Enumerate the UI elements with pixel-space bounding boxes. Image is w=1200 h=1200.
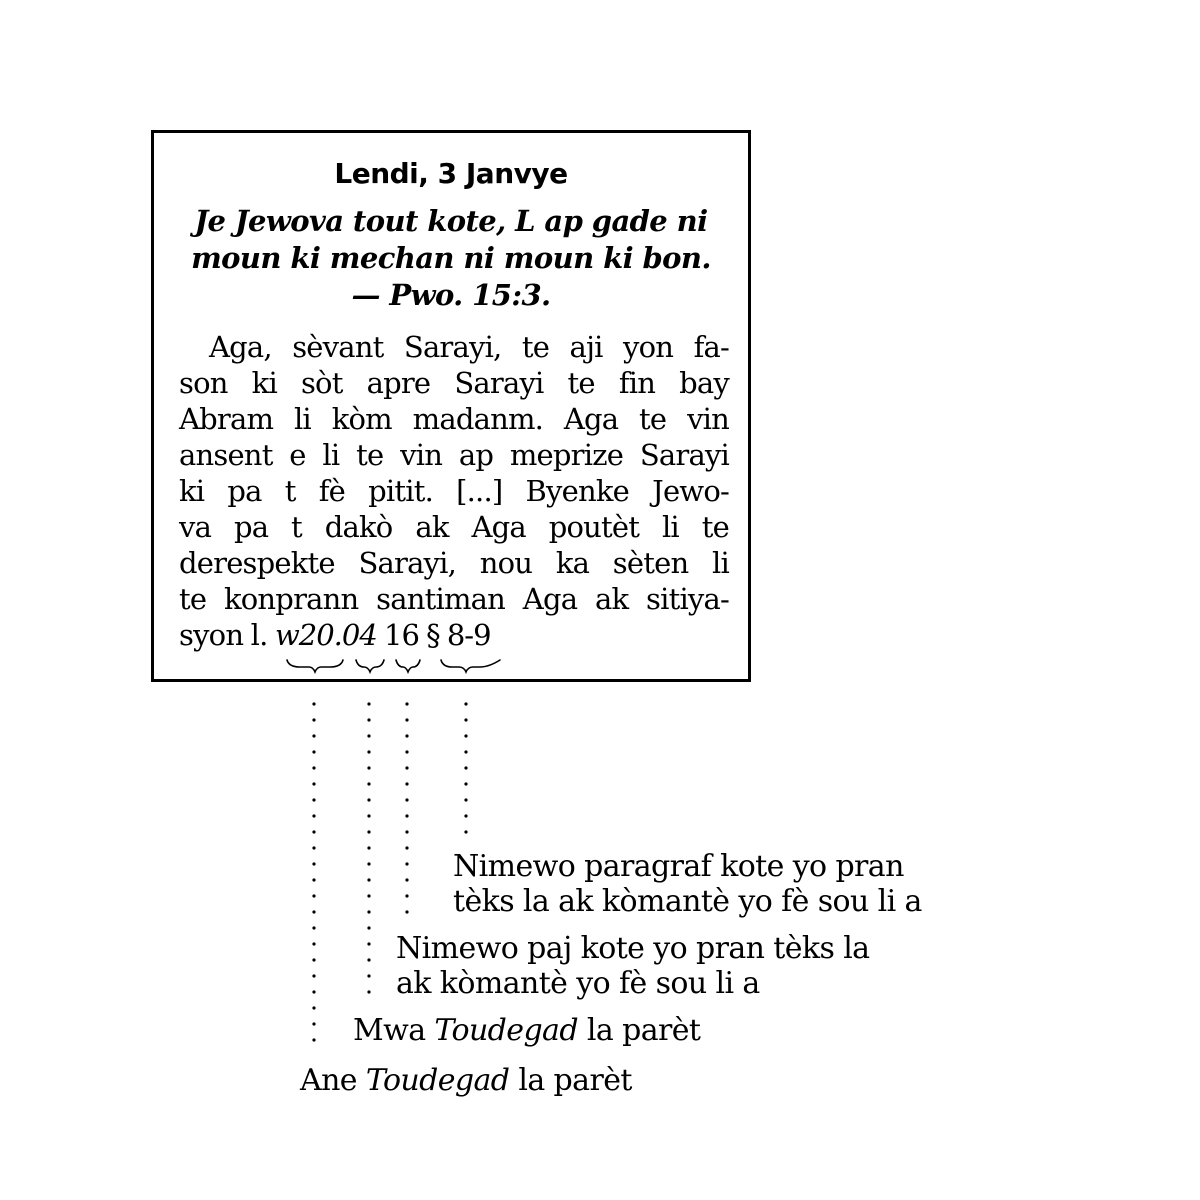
label-line: Nimewo paj kote yo pran tèks la — [396, 931, 870, 966]
date-heading: Lendi, 3 Janvye — [334, 157, 568, 190]
label-line: ak kòmantè yo fè sou li a — [396, 966, 760, 1001]
brace-month — [356, 660, 384, 672]
label-paragraph-number — [453, 849, 922, 919]
label-suffix: la parèt — [586, 1013, 701, 1048]
verse-line: Je Jewova tout kote, L ap gade ni — [194, 204, 708, 238]
body-line: ansent e li te vin ap meprize Sarayi — [179, 438, 729, 472]
label-suffix: la parèt — [518, 1063, 632, 1098]
label-line: Nimewo paragraf kote yo pran — [453, 849, 904, 884]
body-line: derespekte Sarayi, nou ka sèten li — [179, 546, 729, 580]
ref-issue: w20.04 — [274, 618, 377, 652]
label-prefix: Ane — [300, 1063, 357, 1098]
label-year — [300, 1063, 632, 1098]
brace-paragraphs — [441, 660, 500, 672]
body-line: Aga, sèvant Sarayi, te aji yon fa- — [209, 330, 729, 364]
ref-page: 16 — [384, 618, 419, 652]
label-magazine: Toudegad — [434, 1013, 578, 1048]
label-magazine: Toudegad — [365, 1063, 510, 1098]
brace-year — [287, 660, 343, 672]
label-prefix: Mwa — [353, 1013, 426, 1048]
label-page-number — [396, 931, 869, 1001]
label-line: tèks la ak kòmantè yo fè sou li a — [453, 884, 922, 919]
ref-section-mark: § — [426, 618, 440, 652]
brace-page — [396, 660, 420, 672]
ref-paragraphs: 8-9 — [446, 618, 491, 652]
label-month — [353, 1013, 700, 1048]
last-line-prefix: syon l. — [179, 618, 268, 652]
body-line: son ki sòt apre Sarayi te fin bay — [179, 366, 729, 400]
verse-line: moun ki mechan ni moun ki bon. — [191, 241, 711, 275]
body-line: Abram li kòm madanm. Aga te vin — [179, 402, 729, 436]
body-line: va pa t dakò ak Aga poutèt li te — [179, 510, 729, 544]
verse-citation: — Pwo. 15:3. — [351, 278, 551, 312]
body-line: ki pa t fè pitit. [...] Byenke Jewo- — [179, 474, 729, 508]
body-line: te konprann santiman Aga ak sitiya- — [179, 582, 729, 616]
